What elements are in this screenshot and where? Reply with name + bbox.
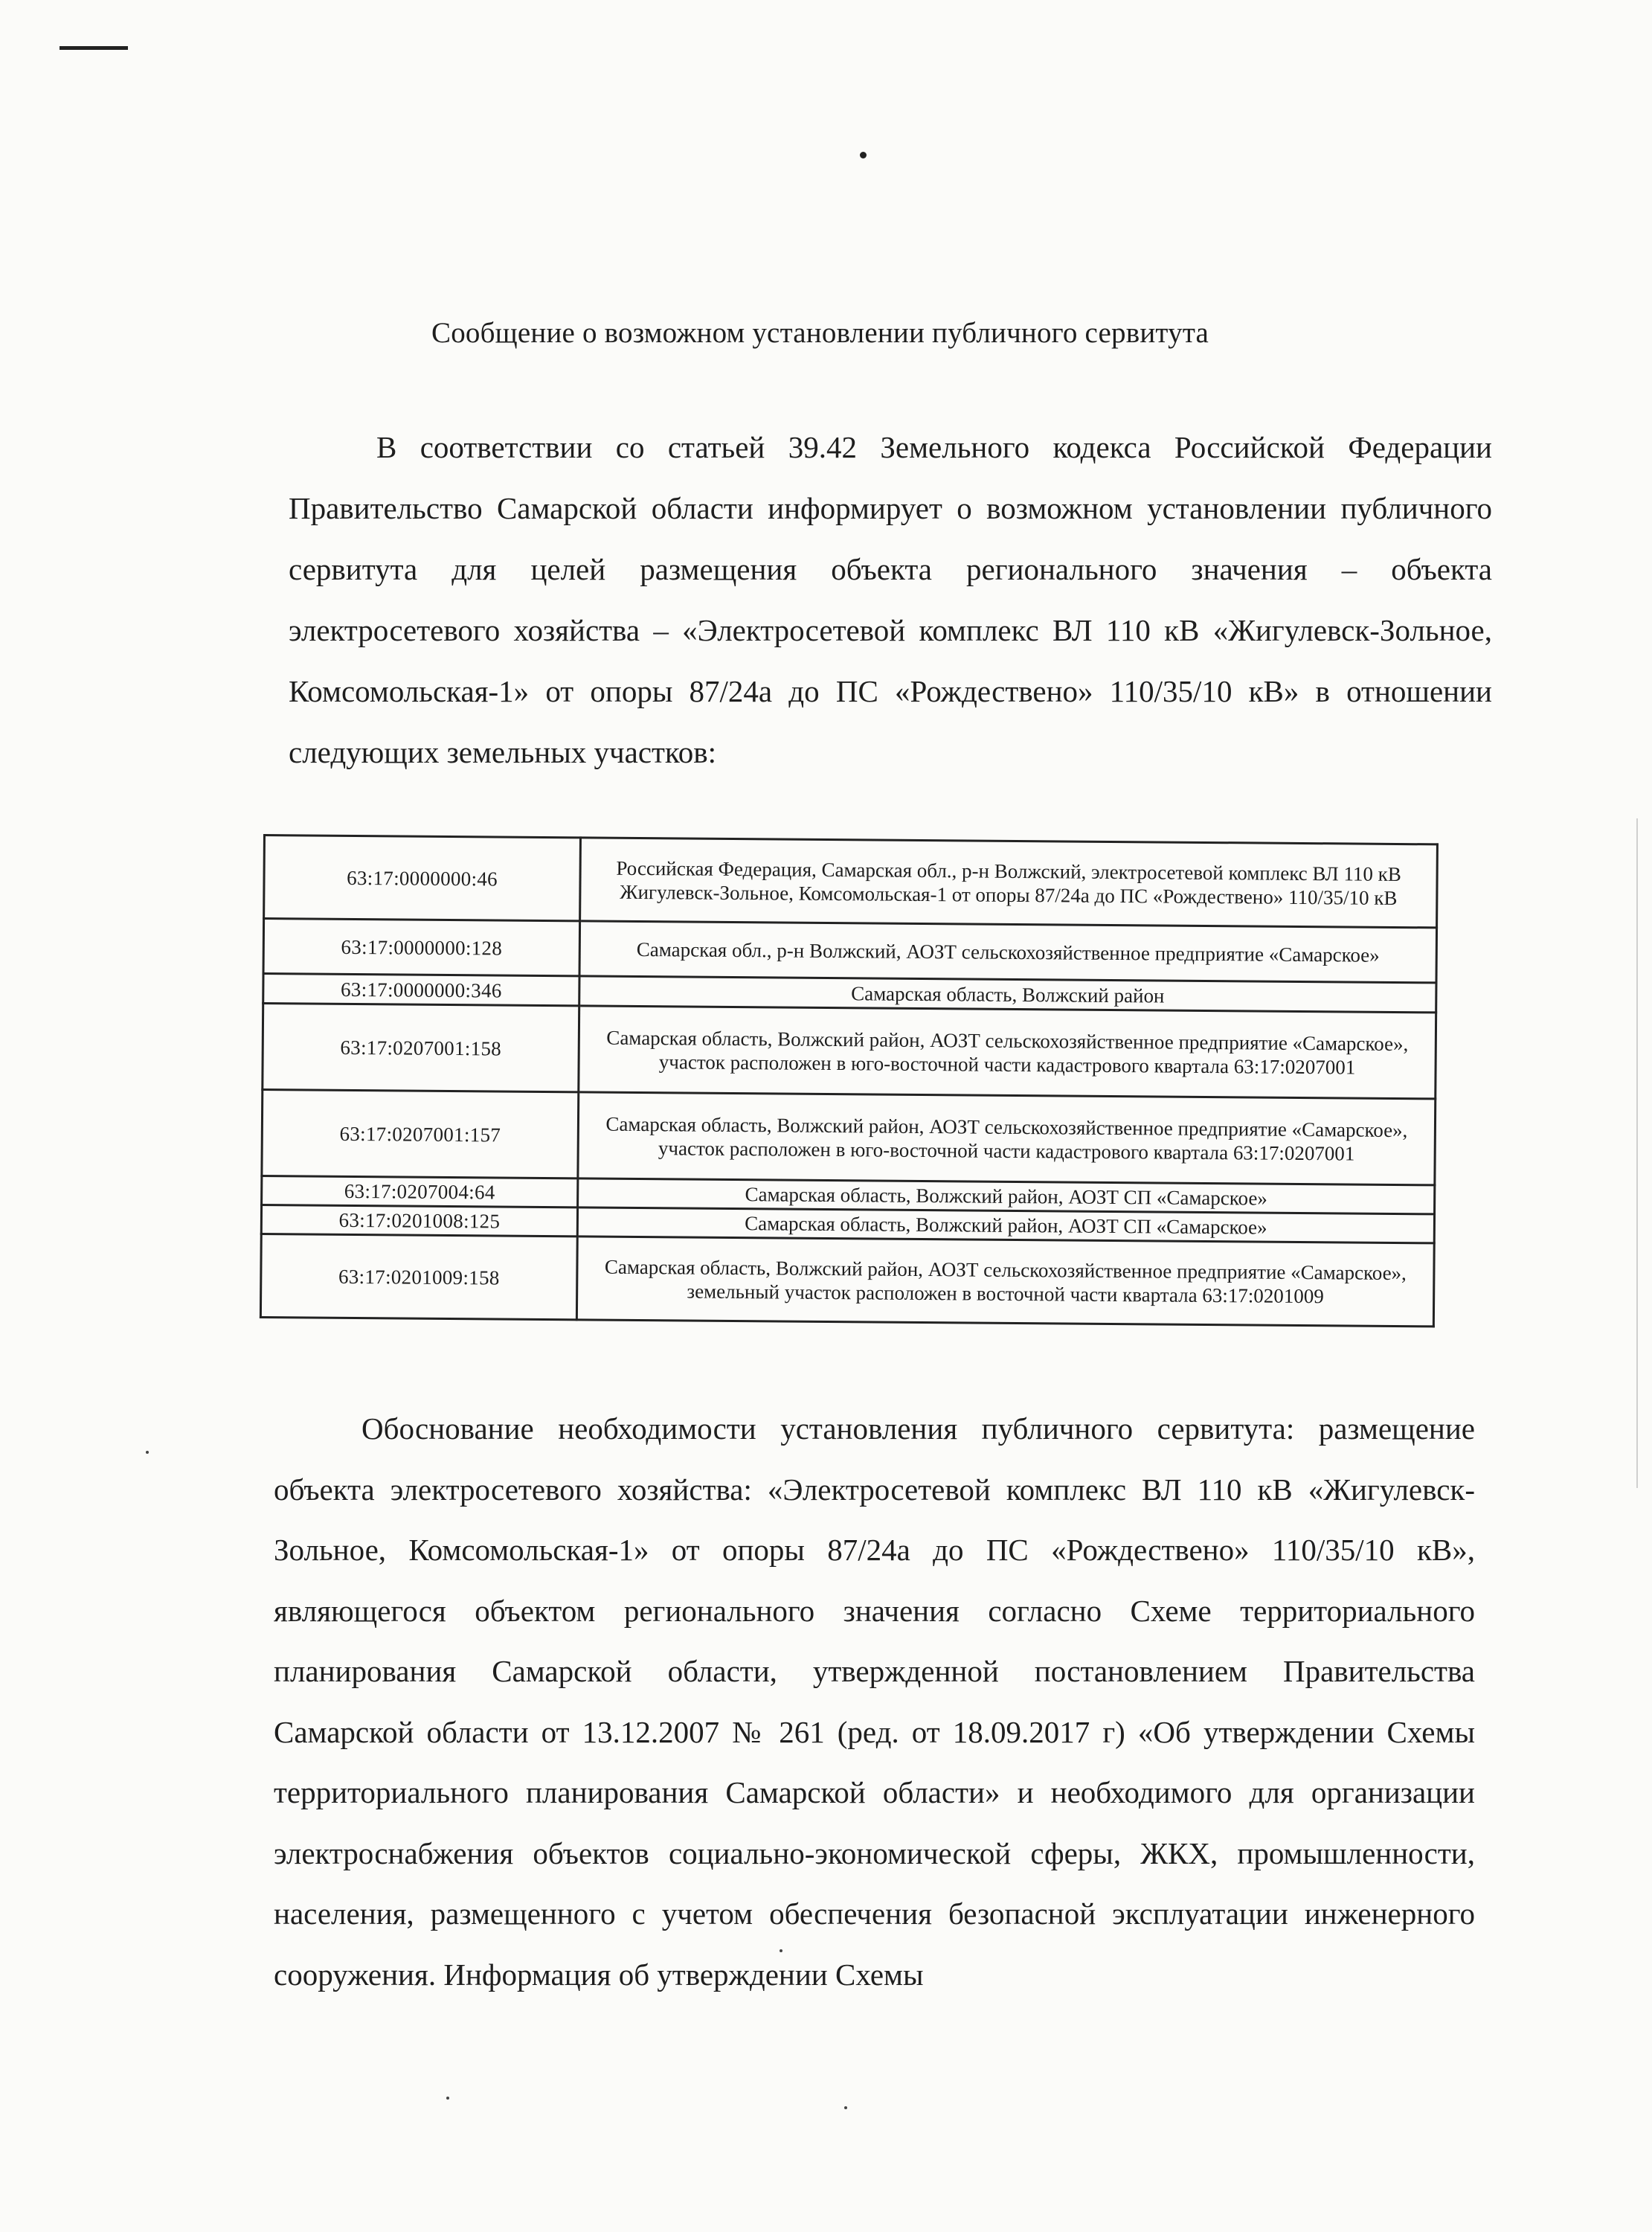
address-cell: Самарская область, Волжский район, АОЗТ СП «Самарское» <box>578 1178 1435 1214</box>
cadastral-number-cell: 63:17:0000000:46 <box>264 836 581 921</box>
scan-artifact-dash <box>60 46 128 50</box>
parcel-table <box>260 834 1439 1327</box>
cadastral-number-cell: 63:17:0201009:158 <box>260 1234 577 1319</box>
scan-artifact-speck <box>146 1451 149 1454</box>
scan-artifact-speck <box>446 2097 449 2100</box>
table-row <box>263 919 1437 983</box>
address-cell: Российская Федерация, Самарская обл., р-н Волжский, электросетевой комплекс ВЛ 110 кВ Жигулевск-Зольное, Комсомольская-1 от опоры 87/24а до ПС «Рождествено» 110/35/10 кВ <box>580 838 1438 928</box>
table-row <box>260 1234 1434 1326</box>
cadastral-number-cell: 63:17:0207004:64 <box>262 1176 578 1207</box>
table-row <box>263 1004 1436 1099</box>
scan-artifact-speck <box>844 2106 847 2109</box>
address-cell: Самарская область, Волжский район, АОЗТ сельскохозяйственное предприятие «Самарское», участок расположен в юго-восточной части кадастрового квартала 63:17:0207001 <box>579 1006 1436 1099</box>
address-cell: Самарская область, Волжский район, АОЗТ СП «Самарское» <box>577 1208 1434 1243</box>
cadastral-number-cell: 63:17:0000000:128 <box>263 919 580 976</box>
address-cell: Самарская область, Волжский район <box>579 976 1436 1013</box>
cadastral-number-cell: 63:17:0207001:157 <box>262 1090 579 1178</box>
address-cell: Самарская область, Волжский район, АОЗТ сельскохозяйственное предприятие «Самарское», земельный участок расположен в восточной части квартала 63:17:0201009 <box>576 1237 1434 1327</box>
justification-paragraph: Обоснование необходимости установления публичного сервитута: размещение объекта электросетевого хозяйства: «Электросетевой комплекс ВЛ 110 кВ «Жигулевск-Зольное, Комсомольская-1» от опоры 87/24а до ПС «Рождествено» 110/35/10 кВ», являющегося объектом регионального значения согласно Схеме территориального планирования Самарской области, утвержденной постановлением Правительства Самарской области от 13.12.2007 № 261 (ред. от 18.09.2017 г) «Об утверждении Схемы территориального планирования Самарской области» и необходимого для организации электроснабжения объектов социально-экономической сферы, ЖКХ, промышленности, населения, размещенного с учетом обеспечения безопасной эксплуатации инженерного сооружения. Информация об утверждении Схемы <box>274 1411 1475 1992</box>
table-row <box>264 836 1438 928</box>
address-cell: Самарская область, Волжский район, АОЗТ сельскохозяйственное предприятие «Самарское», участок расположен в юго-восточной части кадастрового квартала 63:17:0207001 <box>578 1092 1436 1185</box>
cadastral-number-cell: 63:17:0000000:346 <box>263 974 579 1006</box>
intro-paragraph: В соответствии со статьей 39.42 Земельного кодекса Российской Федерации Правительство Самарской области информирует о возможном установлении публичного сервитута для целей размещения объекта регионального значения – объекта электросетевого хозяйства – «Электросетевой комплекс ВЛ 110 кВ «Жигулевск-Зольное, Комсомольская-1» от опоры 87/24а до ПС «Рождествено» 110/35/10 кВ» в отношении следующих земельных участков: <box>289 430 1492 769</box>
cadastral-number-cell: 63:17:0201008:125 <box>261 1205 577 1236</box>
scan-edge-shadow <box>1636 818 1638 1488</box>
table-row <box>262 1090 1436 1185</box>
cadastral-number-cell: 63:17:0207001:158 <box>263 1004 579 1092</box>
scan-artifact-dot <box>860 152 867 158</box>
address-cell: Самарская обл., р-н Волжский, АОЗТ сельскохозяйственное предприятие «Самарское» <box>579 921 1437 983</box>
document-title: Сообщение о возможном установлении публичного сервитута <box>431 317 1209 349</box>
